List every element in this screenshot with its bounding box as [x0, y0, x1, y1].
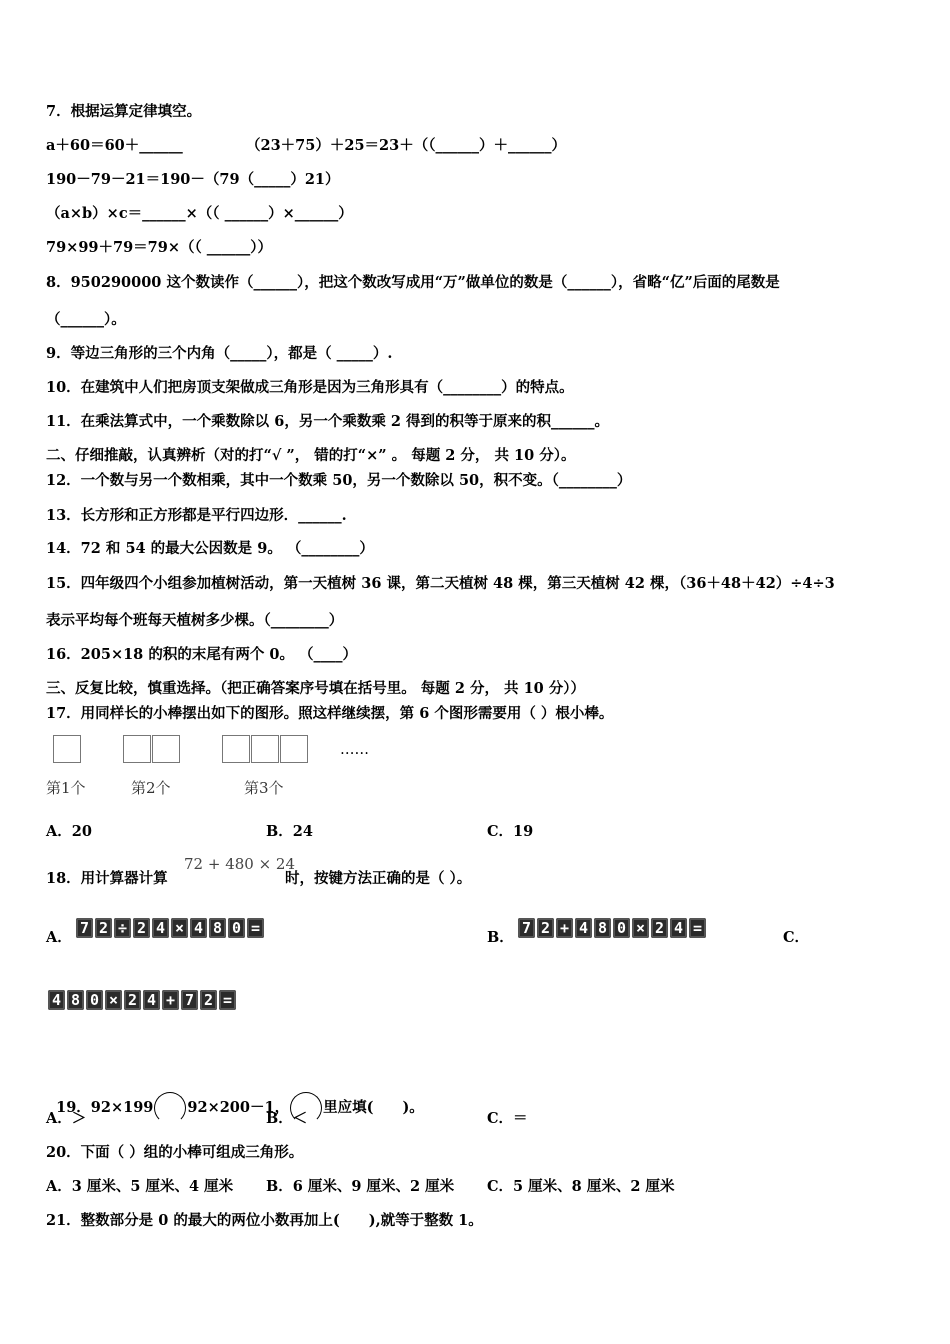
key: 4 — [190, 918, 207, 938]
key: 0 — [228, 918, 245, 938]
key: 2 — [95, 918, 112, 938]
fig3-square-3 — [280, 735, 308, 763]
q20-option-a[interactable]: A．3 厘米、5 厘米、4 厘米 — [46, 1178, 234, 1195]
fig2-label: 第2个 — [131, 779, 171, 797]
q8-line2: （______）。 — [46, 311, 126, 328]
q20-title: 20．下面（ ）组的小棒可组成三角形。 — [46, 1144, 304, 1161]
key: 4 — [575, 918, 592, 938]
key: = — [247, 918, 264, 938]
key: 8 — [67, 990, 84, 1010]
fig1-square — [53, 735, 81, 763]
q11: 11．在乘法算式中，一个乘数除以 6，另一个乘数乘 2 得到的积等于原来的积______。 — [46, 413, 609, 430]
q19-option-b[interactable]: B．＜ — [266, 1110, 308, 1127]
key: 8 — [209, 918, 226, 938]
q13: 13．长方形和正方形都是平行四边形．______. — [46, 507, 347, 524]
key: 4 — [143, 990, 160, 1010]
q17-title: 17．用同样长的小棒摆出如下的图形。照这样继续摆，第 6 个图形需要用（ ）根小棒。 — [46, 705, 614, 722]
q17-option-b[interactable]: B．24 — [266, 823, 313, 840]
q7-line1a: a＋60＝60＋______ — [46, 137, 183, 154]
key: + — [162, 990, 179, 1010]
q7-title: 7．根据运算定律填空。 — [46, 103, 202, 120]
section-2-heading: 二、仔细推敲，认真辨析（对的打“√ ”， 错的打“×” 。 每题 2 分， 共 10 分）。 — [46, 447, 576, 464]
q19-prefix: 19．92×199 — [56, 1099, 154, 1116]
key: 2 — [537, 918, 554, 938]
q20-option-b[interactable]: B．6 厘米、9 厘米、2 厘米 — [266, 1178, 455, 1195]
key: 0 — [613, 918, 630, 938]
q19-option-a[interactable]: A．＞ — [46, 1110, 87, 1127]
q7-line1b: （23＋75）＋25＝23＋（（______）＋______） — [246, 137, 566, 154]
key: 8 — [594, 918, 611, 938]
key: 7 — [518, 918, 535, 938]
q19-middle: 92×200－1， — [187, 1099, 290, 1116]
key: = — [689, 918, 706, 938]
q19-option-c[interactable]: C．＝ — [487, 1110, 528, 1127]
q18-option-a-label[interactable]: A． — [46, 929, 72, 946]
fig3-square-1 — [222, 735, 250, 763]
q17-option-a[interactable]: A．20 — [46, 823, 92, 840]
fig-dots: …… — [340, 742, 369, 758]
fig3-square-2 — [251, 735, 279, 763]
section-3-heading: 三、反复比较，慎重选择。（把正确答案序号填在括号里。 每题 2 分， 共 10 分）） — [46, 680, 586, 697]
key: 7 — [76, 918, 93, 938]
q18-keys-c[interactable] — [48, 990, 236, 1010]
key: 2 — [133, 918, 150, 938]
key: 4 — [48, 990, 65, 1010]
key: × — [171, 918, 188, 938]
q18-keys-b[interactable] — [518, 918, 706, 938]
q9: 9．等边三角形的三个内角（_____），都是（ _____）. — [46, 345, 393, 362]
key: 4 — [670, 918, 687, 938]
key: 2 — [651, 918, 668, 938]
q18-suffix: 时，按键方法正确的是（ ）。 — [285, 870, 472, 887]
q12: 12．一个数与另一个数相乘，其中一个数乘 50，另一个数除以 50，积不变。（________） — [46, 472, 632, 489]
q19-circle-1 — [154, 1092, 186, 1124]
key: 0 — [86, 990, 103, 1010]
key: 7 — [181, 990, 198, 1010]
q15-line2: 表示平均每个班每天植树多少棵。（________） — [46, 612, 344, 629]
q18-option-b-label[interactable]: B． — [487, 929, 514, 946]
q10: 10．在建筑中人们把房顶支架做成三角形是因为三角形具有（________）的特点。 — [46, 379, 574, 396]
key: × — [632, 918, 649, 938]
q7-line2: 190－79－21＝190－（79（_____）21） — [46, 171, 340, 188]
q14: 14．72 和 54 的最大公因数是 9。 （________） — [46, 540, 374, 557]
key: 2 — [124, 990, 141, 1010]
q20-option-c[interactable]: C．5 厘米、8 厘米、2 厘米 — [487, 1178, 675, 1195]
fig3-label: 第3个 — [244, 779, 284, 797]
key: ÷ — [114, 918, 131, 938]
key: = — [219, 990, 236, 1010]
fig1-label: 第1个 — [46, 779, 86, 797]
q19 — [46, 1054, 424, 1126]
q7-line4: 79×99＋79＝79×（（ ______）） — [46, 239, 273, 256]
q18-formula: 72 + 480 × 24 — [184, 855, 296, 873]
q8-line1: 8．950290000 这个数读作（______），把这个数改写成用“万”做单位的数是（______），省略“亿”后面的尾数是 — [46, 274, 780, 291]
q15-line1: 15．四年级四个小组参加植树活动，第一天植树 36 课，第二天植树 48 棵，第三天植树 42 棵，（36＋48＋42）÷4÷3 — [46, 575, 835, 592]
q21: 21．整数部分是 0 的最大的两位小数再加上( ),就等于整数 1。 — [46, 1212, 483, 1229]
q19-suffix: 里应填( )。 — [323, 1099, 424, 1116]
q18-option-c-label[interactable]: C． — [783, 929, 810, 946]
q18-prefix: 18．用计算器计算 — [46, 870, 168, 887]
fig2-square-1 — [123, 735, 151, 763]
fig2-square-2 — [152, 735, 180, 763]
q18-keys-a[interactable] — [76, 918, 264, 938]
key: + — [556, 918, 573, 938]
q17-option-c[interactable]: C．19 — [487, 823, 534, 840]
key: × — [105, 990, 122, 1010]
key: 4 — [152, 918, 169, 938]
q16: 16．205×18 的积的末尾有两个 0。 （____） — [46, 646, 358, 663]
key: 2 — [200, 990, 217, 1010]
q7-line3: （a×b）×c＝______×（（ ______）×______） — [46, 205, 353, 222]
